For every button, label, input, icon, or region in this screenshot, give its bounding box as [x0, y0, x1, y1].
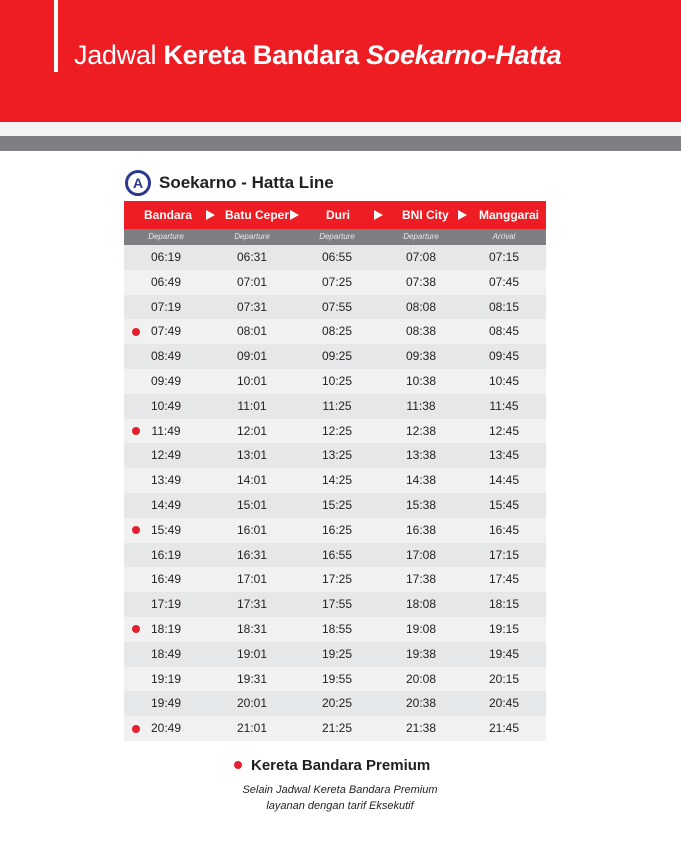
time-cell: 14:38 — [405, 473, 437, 488]
time-cell: 06:55 — [321, 250, 353, 264]
time-cell: 15:38 — [405, 497, 437, 512]
line-heading — [125, 170, 334, 196]
time-cell: 19:45 — [488, 646, 520, 661]
table-row — [124, 369, 546, 394]
time-cell: 07:49 — [150, 324, 182, 339]
table-row — [124, 567, 546, 592]
title-part-soekarno-hatta: Soekarno-Hatta — [366, 40, 562, 70]
table-row — [124, 319, 546, 344]
table-header — [124, 201, 546, 229]
time-cell: 21:38 — [405, 721, 437, 736]
time-cell: 19:19 — [150, 671, 182, 686]
time-cell: 07:25 — [321, 274, 353, 289]
subheader-batu-ceper: Departure — [234, 232, 270, 241]
time-cell: 13:38 — [405, 448, 437, 463]
time-cell: 16:38 — [405, 522, 437, 537]
time-cell: 12:01 — [236, 423, 268, 438]
time-cell: 18:19 — [150, 621, 182, 636]
time-cell: 16:19 — [150, 547, 182, 562]
time-cell: 20:15 — [488, 671, 520, 686]
time-cell: 13:49 — [150, 473, 182, 488]
time-cell: 20:25 — [321, 696, 353, 711]
table-row — [124, 245, 546, 270]
time-cell: 14:25 — [321, 473, 353, 488]
time-cell: 11:25 — [322, 398, 352, 413]
schedule-table — [124, 201, 546, 741]
subheader-bni-city: Departure — [403, 232, 439, 241]
time-cell: 07:15 — [488, 250, 520, 264]
time-cell: 18:31 — [236, 621, 268, 636]
time-cell: 14:49 — [150, 497, 182, 512]
legend-note-line-1: Selain Jadwal Kereta Bandara Premium — [242, 784, 438, 796]
legend — [234, 754, 430, 776]
time-cell: 07:31 — [236, 299, 268, 314]
header-station-bandara: Bandara — [144, 208, 193, 222]
time-cell: 06:49 — [150, 274, 182, 289]
time-cell: 19:25 — [321, 646, 353, 661]
premium-dot-icon — [234, 761, 242, 769]
table-body — [124, 245, 546, 741]
time-cell: 17:55 — [321, 597, 353, 612]
time-cell: 10:01 — [236, 373, 268, 388]
time-cell: 17:45 — [488, 572, 520, 587]
time-cell: 13:45 — [488, 448, 520, 463]
time-cell: 17:15 — [488, 547, 520, 562]
table-row — [124, 493, 546, 518]
time-cell: 20:38 — [405, 696, 437, 711]
time-cell: 07:38 — [405, 274, 437, 289]
table-row — [124, 716, 546, 741]
table-row — [124, 394, 546, 419]
time-cell: 09:38 — [405, 349, 437, 364]
header-station-duri: Duri — [326, 208, 350, 222]
time-cell: 09:45 — [488, 349, 520, 364]
time-cell: 11:49 — [151, 423, 181, 438]
arrow-right-icon — [374, 210, 383, 220]
time-cell: 19:08 — [405, 621, 437, 636]
arrow-right-icon — [290, 210, 299, 220]
time-cell: 11:38 — [406, 398, 436, 413]
header-banner — [0, 0, 681, 122]
time-cell: 07:19 — [150, 299, 182, 314]
time-cell: 07:55 — [321, 299, 353, 314]
subheader-manggarai: Arrival — [492, 232, 516, 241]
header-divider-light — [0, 122, 681, 136]
time-cell: 21:01 — [236, 721, 268, 736]
time-cell: 12:38 — [405, 423, 437, 438]
subheader-duri: Departure — [319, 232, 355, 241]
time-cell: 17:08 — [405, 547, 437, 562]
table-row — [124, 617, 546, 642]
time-cell: 17:31 — [236, 597, 268, 612]
time-cell: 08:15 — [488, 299, 520, 314]
time-cell: 18:08 — [405, 597, 437, 612]
time-cell: 07:01 — [236, 274, 268, 289]
header-station-batu-ceper: Batu Ceper — [225, 208, 290, 222]
time-cell: 17:01 — [236, 572, 268, 587]
time-cell: 06:19 — [150, 250, 182, 264]
time-cell: 15:49 — [150, 522, 182, 537]
time-cell: 12:49 — [150, 448, 182, 463]
time-cell: 19:49 — [150, 696, 182, 711]
table-row — [124, 419, 546, 444]
page-title — [74, 40, 561, 71]
time-cell: 16:55 — [321, 547, 353, 562]
title-part-kereta-bandara: Kereta Bandara — [163, 40, 367, 70]
time-cell: 17:19 — [150, 597, 182, 612]
time-cell: 15:45 — [488, 497, 520, 512]
time-cell: 16:49 — [150, 572, 182, 587]
table-subheader — [124, 229, 546, 245]
time-cell: 12:25 — [321, 423, 353, 438]
time-cell: 08:38 — [405, 324, 437, 339]
time-cell: 09:49 — [150, 373, 182, 388]
subheader-bandara: Departure — [148, 232, 184, 241]
time-cell: 19:55 — [321, 671, 353, 686]
time-cell: 10:49 — [150, 398, 182, 413]
time-cell: 10:38 — [405, 373, 437, 388]
legend-label: Kereta Bandara Premium — [251, 756, 431, 774]
time-cell: 08:49 — [150, 349, 182, 364]
table-row — [124, 543, 546, 568]
time-cell: 18:15 — [488, 597, 520, 612]
table-row — [124, 592, 546, 617]
time-cell: 18:55 — [321, 621, 353, 636]
arrow-right-icon — [458, 210, 467, 220]
time-cell: 15:25 — [321, 497, 353, 512]
table-row — [124, 443, 546, 468]
time-cell: 13:01 — [236, 448, 268, 463]
time-cell: 17:38 — [405, 572, 437, 587]
table-row — [124, 344, 546, 369]
time-cell: 16:31 — [236, 547, 268, 562]
time-cell: 06:31 — [236, 250, 268, 264]
time-cell: 13:25 — [321, 448, 353, 463]
header-station-manggarai: Manggarai — [479, 208, 540, 222]
time-cell: 16:25 — [321, 522, 353, 537]
table-row — [124, 468, 546, 493]
time-cell: 10:25 — [321, 373, 353, 388]
arrow-right-icon — [206, 210, 215, 220]
time-cell: 19:38 — [405, 646, 437, 661]
table-row — [124, 667, 546, 692]
time-cell: 08:01 — [236, 324, 268, 339]
time-cell: 11:01 — [237, 398, 267, 413]
time-cell: 10:45 — [488, 373, 520, 388]
title-part-jadwal: Jadwal — [74, 40, 164, 70]
time-cell: 08:45 — [488, 324, 520, 339]
header-station-bni-city: BNI City — [402, 208, 449, 222]
table-row — [124, 642, 546, 667]
time-cell: 20:01 — [236, 696, 268, 711]
time-cell: 20:45 — [488, 696, 520, 711]
time-cell: 07:45 — [488, 274, 520, 289]
time-cell: 11:45 — [489, 398, 519, 413]
table-row — [124, 518, 546, 543]
time-cell: 20:08 — [405, 671, 437, 686]
header-divider-gray — [0, 136, 681, 151]
time-cell: 07:08 — [405, 250, 437, 264]
line-badge-icon: A — [125, 170, 151, 196]
time-cell: 19:15 — [488, 621, 520, 636]
time-cell: 14:01 — [236, 473, 268, 488]
time-cell: 15:01 — [236, 497, 268, 512]
table-row — [124, 295, 546, 320]
time-cell: 12:45 — [488, 423, 520, 438]
time-cell: 16:45 — [488, 522, 520, 537]
time-cell: 17:25 — [321, 572, 353, 587]
time-cell: 16:01 — [236, 522, 268, 537]
time-cell: 20:49 — [150, 721, 182, 736]
line-name: Soekarno - Hatta Line — [159, 173, 334, 192]
time-cell: 21:25 — [321, 721, 353, 736]
time-cell: 08:25 — [321, 324, 353, 339]
table-row — [124, 691, 546, 716]
time-cell: 08:08 — [405, 299, 437, 314]
time-cell: 14:45 — [488, 473, 520, 488]
legend-note-line-2: layanan dengan tarif Eksekutif — [266, 800, 414, 812]
time-cell: 21:45 — [488, 721, 520, 736]
time-cell: 18:49 — [150, 646, 182, 661]
time-cell: 19:31 — [236, 671, 268, 686]
table-row — [124, 270, 546, 295]
time-cell: 09:01 — [236, 349, 268, 364]
time-cell: 09:25 — [321, 349, 353, 364]
header-accent-bar — [54, 0, 58, 72]
time-cell: 19:01 — [236, 646, 268, 661]
